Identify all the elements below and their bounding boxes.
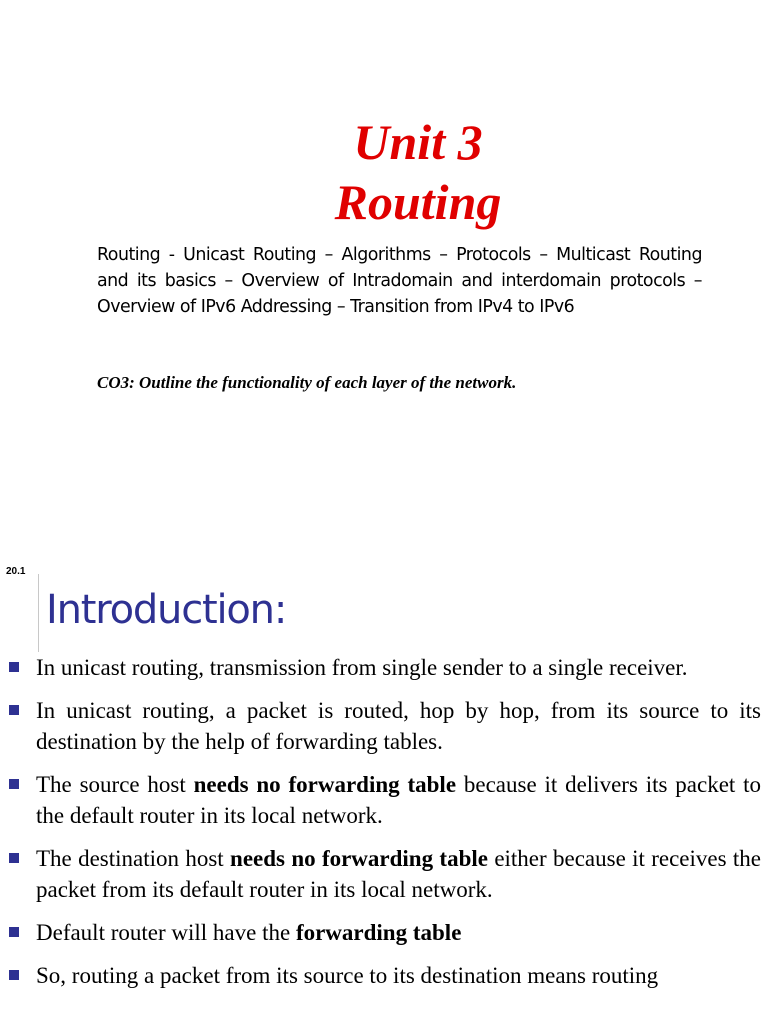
bullet-item [0,695,768,757]
bullet-text: So, routing a packet from its source to its destination means routing [36,963,659,988]
unit-title [0,112,768,232]
slide-number: 20.1 [6,566,26,577]
square-bullet-icon [9,662,19,672]
course-outcome: CO3: Outline the functionality of each layer of the network. [97,373,517,392]
unit-topics: Routing - Unicast Routing – Algorithms – Protocols – Multicast Routing and its basics – Overview of Intradomain and interdomain protocols – Overview of IPv6 Addressing – Transition from IPv4 to IPv6 [97,245,702,317]
bullet-item [0,652,768,683]
bullet-list [0,652,768,1003]
square-bullet-icon [9,927,19,937]
bullet-item [0,769,768,831]
bullet-text: In unicast routing, a packet is routed, hop by hop, from its source to its destination by the help of forwarding tables. [36,698,761,754]
introduction-heading: Introduction: [46,587,287,633]
bullet-bold-text: needs no forwarding table [193,772,457,797]
bullet-text: either because it receives the packet from its default router in its local network. [36,846,762,902]
slide-divider [38,574,39,652]
bullet-bold-text: needs no forwarding table [230,846,488,871]
bullet-bold-text: forwarding table [295,920,462,945]
square-bullet-icon [9,970,19,980]
bullet-item [0,960,768,991]
square-bullet-icon [9,853,19,863]
bullet-item [0,843,768,905]
bullet-item [0,917,768,948]
bullet-text: The destination host [36,846,231,871]
square-bullet-icon [9,705,19,715]
square-bullet-icon [9,779,19,789]
bullet-text: Default router will have the [36,920,296,945]
bullet-text: The source host [36,772,194,797]
unit-title-line-2: Routing [334,174,502,230]
bullet-text: because it delivers its packet to the default router in its local network. [36,772,762,828]
unit-title-line-1: Unit 3 [353,114,483,170]
bullet-text: In unicast routing, transmission from single sender to a single receiver. [36,655,688,680]
